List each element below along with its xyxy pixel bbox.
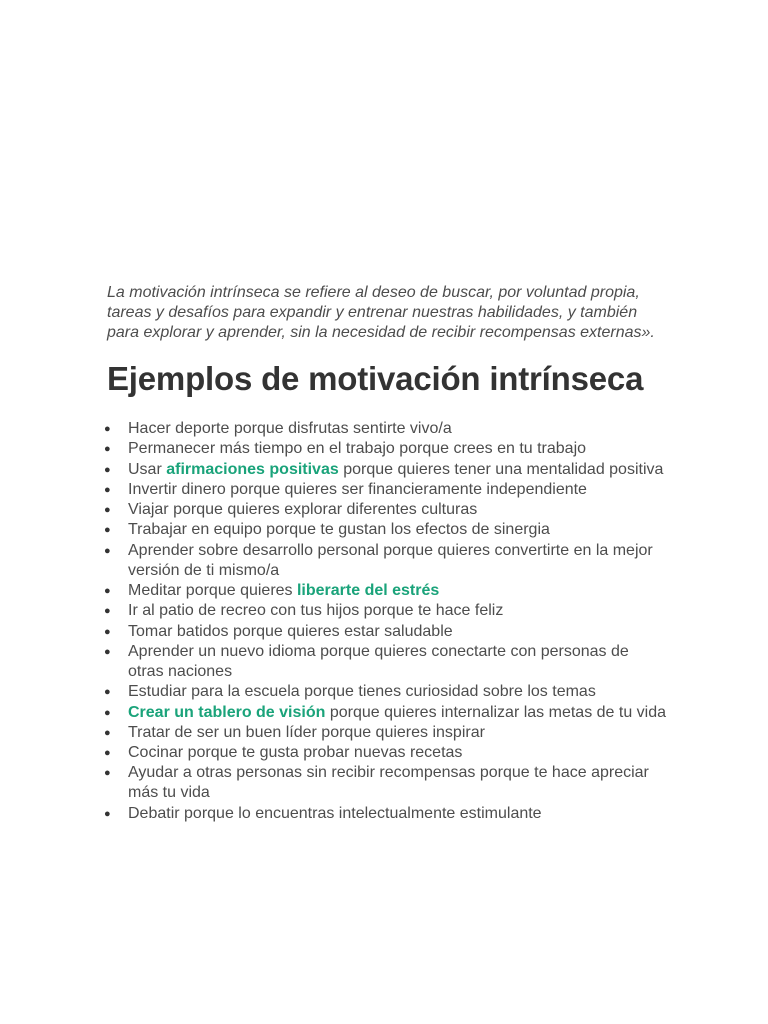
- list-item-text: Hacer deporte porque disfrutas sentirte vivo/a: [128, 420, 452, 437]
- list-item: [83, 480, 667, 500]
- article-content: [104, 283, 667, 824]
- list-item-text: porque quieres internalizar las metas de tu vida: [325, 703, 667, 721]
- list-item-text: Debatir porque lo encuentras intelectualmente estimulante: [128, 804, 542, 822]
- list-item: [83, 804, 667, 824]
- list-item: [83, 763, 667, 803]
- inline-link[interactable]: afirmaciones positivas: [166, 460, 339, 478]
- list-item-text: Viajar porque quieres explorar diferentes culturas: [128, 501, 478, 519]
- bullet-icon: ●: [104, 544, 111, 557]
- list-item: [83, 520, 667, 540]
- bullet-icon: ●: [104, 524, 111, 537]
- list-item-text: Permanecer más tiempo en el trabajo porque crees en tu trabajo: [128, 440, 587, 458]
- bullet-icon: ●: [104, 706, 111, 719]
- list-item: [83, 500, 667, 520]
- list-item: [83, 642, 667, 682]
- list-item: [83, 682, 667, 702]
- inline-link[interactable]: Crear un tablero de visión: [128, 703, 326, 721]
- list-item: [83, 622, 667, 642]
- list-item-text: Tratar de ser un buen líder porque quieres inspirar: [128, 723, 485, 741]
- list-item: [83, 581, 667, 601]
- bullet-icon: ●: [104, 605, 111, 618]
- list-item-text: Estudiar para la escuela porque tienes curiosidad sobre los temas: [128, 683, 596, 701]
- list-item-text: Ayudar a otras personas sin recibir recompensas porque te hace apreciar más tu vida: [128, 764, 649, 802]
- bullet-icon: ●: [104, 747, 111, 760]
- list-item-text: Aprender un nuevo idioma porque quieres conectarte con personas de otras naciones: [128, 642, 629, 680]
- list-item-text: Tomar batidos porque quieres estar saludable: [128, 622, 453, 640]
- bullet-icon: ●: [104, 686, 111, 699]
- list-item-text: Invertir dinero porque quieres ser financieramente independiente: [128, 480, 587, 498]
- list-item-text: Cocinar porque te gusta probar nuevas recetas: [128, 744, 463, 762]
- bullet-icon: ●: [104, 423, 111, 435]
- bullet-icon: ●: [104, 807, 111, 820]
- list-item: [83, 460, 667, 480]
- section-heading: Ejemplos de motivación intrínseca: [107, 360, 644, 397]
- bullet-icon: ●: [104, 585, 111, 598]
- list-item: [83, 439, 667, 459]
- bullet-icon: ●: [104, 443, 111, 456]
- bullet-icon: ●: [104, 483, 111, 496]
- list-item: [83, 419, 667, 439]
- bullet-icon: ●: [104, 645, 111, 658]
- list-item: [83, 541, 667, 581]
- bullet-icon: ●: [104, 767, 111, 780]
- list-item: [83, 703, 667, 723]
- list-item-text: Usar: [128, 460, 167, 478]
- list-item: [83, 743, 667, 763]
- examples-list: [83, 419, 667, 824]
- intro-quote: La motivación intrínseca se refiere al deseo de buscar, por voluntad propia, tareas y desafíos para expandir y entrenar nuestras habilidades, y también para explorar y aprender, sin la necesidad de recibir recompensas externas».: [107, 284, 655, 341]
- bullet-icon: ●: [104, 504, 111, 517]
- list-item-text: Meditar porque quieres: [128, 582, 297, 600]
- list-item: [83, 723, 667, 743]
- list-item-text: Aprender sobre desarrollo personal porque quieres convertirte en la mejor versión de ti mismo/a: [128, 541, 653, 579]
- list-item-text: Trabajar en equipo porque te gustan los efectos de sinergia: [128, 521, 550, 539]
- list-item-text: porque quieres tener una mentalidad positiva: [338, 460, 664, 478]
- bullet-icon: ●: [104, 463, 111, 476]
- bullet-icon: ●: [104, 625, 111, 638]
- list-item: [83, 601, 667, 621]
- list-item-text: Ir al patio de recreo con tus hijos porque te hace feliz: [128, 602, 504, 620]
- inline-link[interactable]: liberarte del estrés: [296, 582, 440, 600]
- bullet-icon: ●: [104, 726, 111, 739]
